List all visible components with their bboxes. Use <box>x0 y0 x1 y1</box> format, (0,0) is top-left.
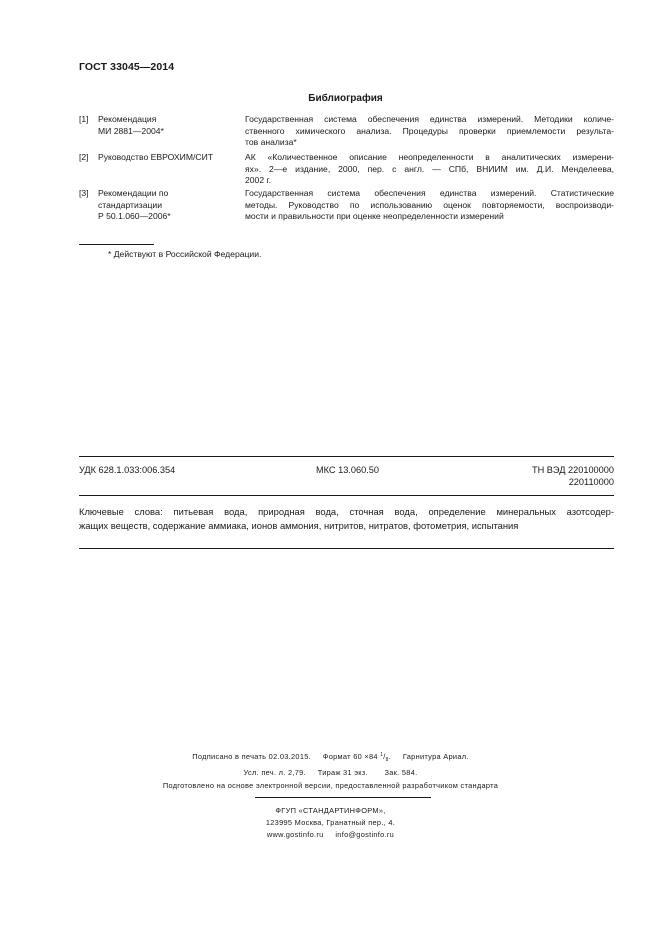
source-line: Рекомендации по <box>98 188 169 198</box>
footnote-rule <box>79 244 154 245</box>
description-line: мости и правильности при оценке неопределенности измерений <box>245 211 504 222</box>
publisher-website[interactable]: www.gostinfo.ru <box>266 830 324 839</box>
tnved-line: ТН ВЭД 220100000 <box>532 465 614 475</box>
order-number: Зак. 584. <box>384 768 418 777</box>
description-line: тов анализа* <box>245 137 297 148</box>
description-line: ях». 2—е издание, 2000, пер. с англ. — СПб, ВНИИМ им. Д.И. Менделеева, <box>245 163 614 174</box>
description-line: Государственная система обеспечения единства измерений. Методики количе- <box>245 114 614 124</box>
description-line: методы. Руководство по использованию оценок повторяемости, воспроизводи- <box>245 199 614 210</box>
tnved-line: 220110000 <box>568 476 614 487</box>
publisher-address: 123995 Москва, Гранатный пер., 4. <box>265 818 396 827</box>
typeface: Гарнитура Ариал. <box>402 752 469 761</box>
keywords <box>79 505 614 532</box>
keywords-line: Ключевые слова: питьевая вода, природная вода, сточная вода, определение минеральных азотсодер- <box>79 506 614 517</box>
description-line: ственного химического анализа. Процедуры проверки приемлемости результа- <box>245 125 614 136</box>
signed-date: Подписано в печать 02.03.2015. <box>192 752 312 761</box>
entry-description <box>245 152 614 187</box>
source-line: Р 50.1.060—2006* <box>98 211 171 222</box>
format-numerator: 1 <box>380 752 384 758</box>
entry-source <box>98 114 243 137</box>
paper-format: Формат 60 ×84 $^1/_8$. <box>322 752 392 763</box>
entry-number: [2] <box>79 152 89 162</box>
bibliography-entry <box>79 188 614 224</box>
divider <box>79 456 614 457</box>
standard-number: ГОСТ 33045—2014 <box>79 61 175 73</box>
divider <box>79 548 614 549</box>
divider <box>79 495 614 496</box>
keywords-line: жащих веществ, содержание аммиака, ионов аммония, нитритов, нитратов, фотометрия, испытания <box>79 519 519 531</box>
entry-number: [3] <box>79 188 89 198</box>
publisher-contacts <box>0 830 661 839</box>
footnote: * Действуют в Российской Федерации. <box>108 249 262 259</box>
entry-number: [1] <box>79 114 89 124</box>
divider <box>255 797 431 798</box>
description-line: Государственная система обеспечения единства измерений. Статистические <box>245 188 614 198</box>
mks-code: МКС 13.060.50 <box>316 465 379 475</box>
publisher-name: ФГУП «СТАНДАРТИНФОРМ», <box>275 806 386 815</box>
source-line: МИ 2881—2004* <box>98 125 164 136</box>
prepared-note: Подготовлено на основе электронной версии, предоставленной разработчиком стандарта <box>162 781 499 790</box>
print-run: Тираж 31 экз. <box>317 768 368 777</box>
description-line: 2002 г. <box>245 175 271 186</box>
entry-description <box>245 188 614 223</box>
bibliography-title: Библиография <box>308 93 383 104</box>
entry-source <box>98 188 243 223</box>
udk-code: УДК 628.1.033:006.354 <box>79 465 176 475</box>
source-line: Рекомендация <box>98 114 157 124</box>
entry-source <box>98 152 243 164</box>
bibliography-entry <box>79 152 614 188</box>
format-denominator: 8 <box>385 757 389 763</box>
publisher-email[interactable]: info@gostinfo.ru <box>335 830 395 839</box>
source-line: Руководство ЕВРОХИМ/СИТ <box>98 152 213 162</box>
tnved-code <box>532 465 614 488</box>
print-sheets: Усл. печ. л. 2,79. <box>243 768 306 777</box>
bibliography-entry <box>79 114 614 150</box>
publication-line <box>0 768 661 777</box>
entry-description <box>245 114 614 149</box>
publication-line <box>0 752 661 763</box>
description-line: АК «Количественное описание неопределенности в аналитических измерени- <box>245 152 614 162</box>
source-line: стандартизации <box>98 199 163 210</box>
